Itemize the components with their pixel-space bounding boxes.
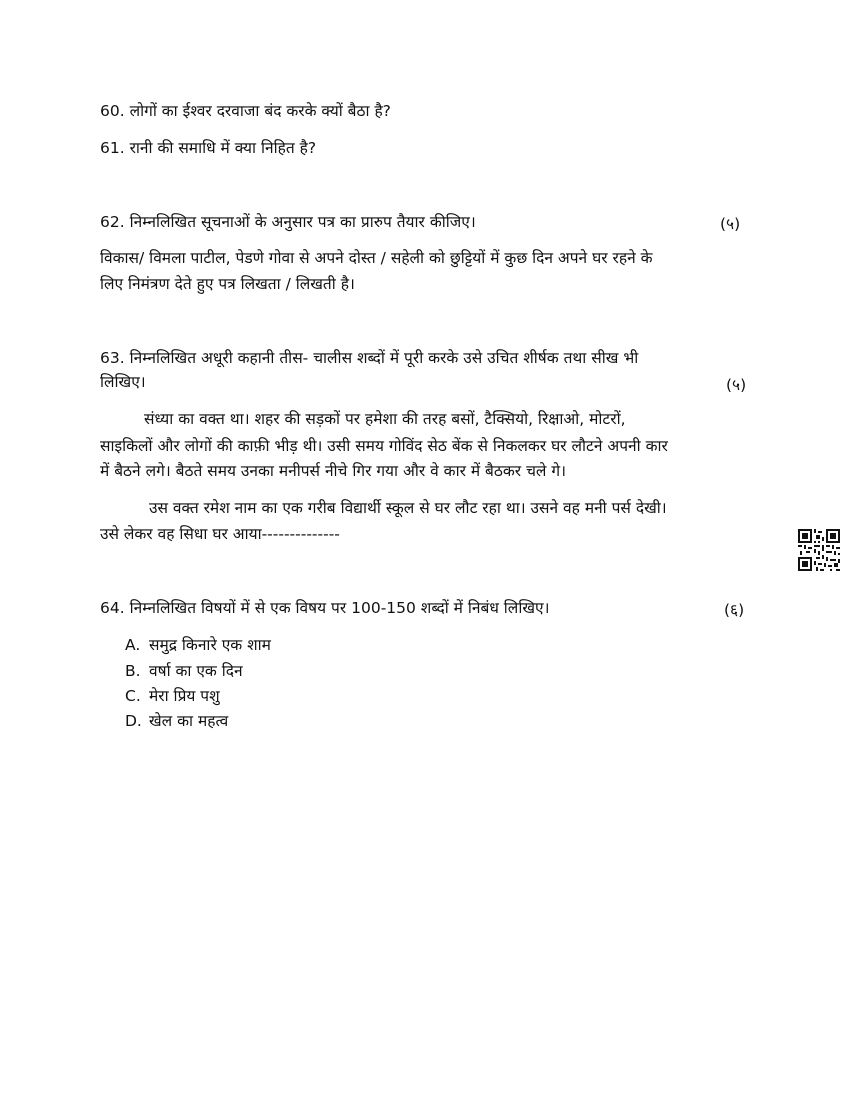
option-letter: B. bbox=[125, 662, 141, 680]
option-text: वर्षा का एक दिन bbox=[149, 662, 243, 680]
question-63-marks: (५) bbox=[726, 376, 747, 394]
story-p1-line-1: संध्या का वक्त था। शहर की सड़कों पर हमेशा की तरह बसों, टैक्सियो, रिक्षाओ, मोटरों, bbox=[144, 410, 626, 428]
qr-code-icon bbox=[798, 529, 840, 571]
story-p2-line-2: उसे लेकर वह सिधा घर आया-------------- bbox=[100, 525, 340, 543]
story-p2-line-1: उस वक्त रमेश नाम का एक गरीब विद्यार्थी स्कूल से घर लौट रहा था। उसने वह मनी पर्स देखी। bbox=[149, 499, 667, 517]
option-text: समुद्र किनारे एक शाम bbox=[149, 636, 271, 654]
option-letter: D. bbox=[125, 712, 142, 730]
question-62-prompt: 62. निम्नलिखित सूचनाओं के अनुसार पत्र का प्रारुप तैयार कीजिए। bbox=[100, 213, 476, 231]
essay-option-b bbox=[125, 660, 243, 682]
question-64-prompt: 64. निम्नलिखित विषयों में से एक विषय पर 100-150 शब्दों में निबंध लिखिए। bbox=[100, 599, 550, 617]
option-text: मेरा प्रिय पशु bbox=[149, 687, 220, 705]
essay-option-c bbox=[125, 685, 220, 707]
question-63-line-1: 63. निम्नलिखित अधूरी कहानी तीस- चालीस शब्दों में पूरी करके उसे उचित शीर्षक तथा सीख भी bbox=[100, 349, 639, 367]
question-62-line-1: विकास/ विमला पाटील, पेडणे गोवा से अपने दोस्त / सहेली को छुट्टियों में कुछ दिन अपने घर रहने के bbox=[100, 249, 653, 267]
question-62-line-2: लिए निमंत्रण देते हुए पत्र लिखता / लिखती है। bbox=[100, 275, 355, 293]
question-62-marks: (५) bbox=[720, 215, 741, 233]
option-letter: A. bbox=[125, 636, 141, 654]
story-p1-line-3: में बैठने लगे। बैठते समय उनका मनीपर्स नीचे गिर गया और वे कार में बैठकर चले गे। bbox=[100, 462, 566, 480]
story-p1-line-2: साइकिलों और लोगों की काफ़ी भीड़ थी। उसी समय गोविंद सेठ बेंक से निकलकर घर लौटने अपनी कार bbox=[100, 437, 668, 455]
essay-option-d bbox=[125, 710, 228, 732]
option-letter: C. bbox=[125, 687, 141, 705]
question-63-line-2: लिखिए। bbox=[100, 373, 146, 391]
question-64-marks: (६) bbox=[724, 601, 745, 619]
question-61: 61. रानी की समाधि में क्या निहित है? bbox=[100, 139, 317, 157]
option-text: खेल का महत्व bbox=[149, 712, 229, 730]
question-60: 60. लोगों का ईश्वर दरवाजा बंद करके क्यों बैठा है? bbox=[100, 102, 391, 120]
essay-option-a bbox=[125, 634, 271, 656]
